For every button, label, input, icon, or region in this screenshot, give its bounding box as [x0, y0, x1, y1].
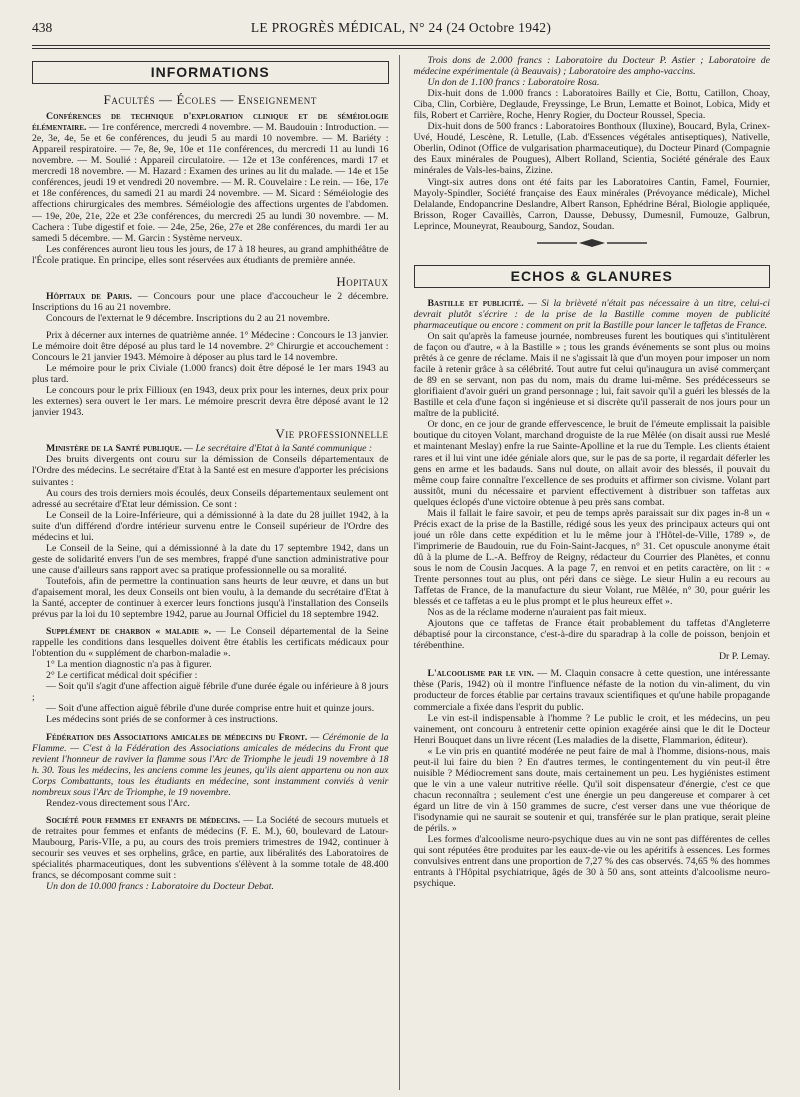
paragraph: Rendez-vous directement sous l'Arc.	[46, 797, 190, 809]
ornament-divider-icon	[414, 238, 771, 251]
paragraph: Mais il fallait le faire savoir, et peu de temps après paraissait sur dix pages in-8 un « Précis exact de la prise de la Bastille, rédigé sous les yeux des principaux acteurs qui ont joué un rôle dans cette expédition et lu le même jour à l'Hôtel-de-Ville, 1789 », de l'imprimerie de Baudouin, rue du Foin-Saint-Jacques, n° 31. Cet opuscule anonyme était dû à la plume de L.-A. Beffroy de Reigny, rédacteur du Courrier des Planètes, et connu sous le nom de Cousin Jacques. A la page 7, en renvoi et en petits caractère, on lit : « Trente personnes tout au plus, ont péri dans ce siège. Le sieur Hulin a eu recours au Taffetas de France, de la manufacture du sieur Volant, rue Mêlée, n° 30, pour guérir les blessés et ce taffetas a eu le plus prompt et le plus heureux effet ».	[413, 507, 770, 608]
paragraph: Conférences de technique d'exploration clinique et de séméiologie élémentaire. — 1re conférence, mercredi 4 novembre. — M. Baudouin : Introduction. — 2e, 3e, 4e, 5e et 6e conférences, du jeudi 5 au mardi 10 novembre. — M. Bariéty : Appareil respiratoire. — 7e, 8e, 9e, 10e et 11e conférences, du mercredi 11 au lundi 16 novembre. — M. Soulié : Appareil circulatoire. — 12e et 13e conférences, mardi 17 et mercredi 18 novembre. — M. Hazard : Examen des urines au lit du malade. — 14e et 15e conférences, jeudi 19 et vendredi 20 novembre. — M. R. Couvelaire : Le rein. — 16e, 17e et 18e conférences, du samedi 21 au mardi 24 novembre. — M. Sicard : Séméiologie des affections chirurgicales des membres. Séméiologie des affections urgentes de l'abdomen. — 19e, 20e, 21e, 22e et 23e conférences, du mercredi 25 au lundi 30 novembre. — M. Cachera : Tube digestif et foie. — 24e, 25e, 26e, 27e et 28e conférences, du mardi 1er au samedi 5 décembre. — M. Garcin : Système nerveux.	[32, 111, 389, 244]
rubric-head: Hôpitaux de Paris.	[46, 290, 132, 302]
rubric-head: L'alcoolisme par le vin.	[427, 668, 534, 680]
section-vie-professionnelle: Vie professionnelle	[275, 426, 389, 442]
rubric-head: Conférences de technique d'exploration clinique et de séméiologie élémentaire.	[32, 111, 389, 134]
page-number: 438	[32, 20, 53, 35]
paragraph: Le Conseil de la Seine, qui a démissionné à la date du 17 septembre 1942, dans un geste de solidarité envers l'un de ses membres, frappé d'une sanction administrative pour une cause d'ailleurs sans rapport avec sa pratique professionnelle ou sa moralité.	[32, 542, 389, 576]
paragraph: Des bruits divergents ont couru sur la démission de Conseils départementaux de l'Ordre des médecins. Le secrétaire d'Etat à la Santé est en mesure d'apporter les précisions suivantes :	[32, 454, 389, 488]
paragraph: Les médecins sont priés de se conformer à ces instructions.	[46, 714, 278, 726]
paragraph: Toutefois, afin de permettre la continuation sans heurts de leur œuvre, et dans un but d'apaisement moral, les deux Conseils ont bien voulu, à la demande du secrétaire d'Etat à la Santé, accepter de continuer à exercer leurs fonctions jusqu'à l'installation des Conseils prévus par la loi du 10 septembre 1942, parue au Journal Officiel du 18 septembre 1942.	[32, 575, 389, 621]
paragraph: Hôpitaux de Paris. — Concours pour une place d'accoucheur le 2 décembre. Inscriptions du 16 au 21 novembre.	[32, 290, 389, 313]
paragraph: Le Conseil de la Loire-Inférieure, qui a démissionné à la date du 28 juillet 1942, à la suite d'un différend d'ordre intérieur survenu entre le Conseil supérieur de l'Ordre des médecins et lui.	[32, 509, 389, 543]
paragraph: Trois dons de 2.000 francs : Laboratoire du Docteur P. Astier ; Laboratoire de médecine expérimentale (à Beauvais) ; Laboratoire des ampho-vaccins.	[413, 55, 770, 78]
paragraph: L'alcoolisme par le vin. — M. Claquin consacre à cette question, une intéressante thèse (Paris, 1942) où il montre l'influence néfaste de la notion du vin-aliment, du vin producteur de forces établie par certains travaux scientifiques et qu'une habile propagande commerciale a fixée dans l'esprit du public.	[413, 668, 770, 713]
echos-heading: ECHOS & GLANURES	[414, 265, 771, 288]
paragraph: — Soit d'une affection aiguë fébrile d'une durée comprise entre huit et quinze jours.	[46, 703, 375, 715]
rubric-head: Bastille et publicité.	[427, 297, 524, 309]
paragraph: Les formes d'alcoolisme neuro-psychique dues au vin ne sont pas différentes de celles qui sont réputées être produites par les eaux-de-vie ou les apéritifs à essences. Les formes convulsives entrent dans une proportion de 7,27 % des cas observés. 74,65 % des hommes entrants à l'Hôpital psychiatrique, âgés de 30 à 50 ans, sont atteints d'alcoolisme neuro-psychique.	[413, 834, 770, 890]
paragraph: Concours de l'externat le 9 décembre. Inscriptions du 2 au 21 novembre.	[46, 312, 330, 324]
paragraph: — Soit qu'il s'agit d'une affection aiguë fébrile d'une durée égale ou inférieure à 8 jours ;	[32, 681, 389, 704]
paragraph: Ministère de la Santé publique. — Le secrétaire d'Etat à la Santé communique :	[46, 443, 373, 455]
section-hopitaux: Hopitaux	[336, 273, 389, 289]
paragraph: Les conférences auront lieu tous les jours, de 17 à 18 heures, au grand amphithéâtre de l'École pratique. En principe, elles sont réservées aux étudiants de première année.	[32, 243, 389, 266]
rubric-head: Ministère de la Santé publique.	[46, 443, 182, 455]
paragraph: Supplément de charbon « maladie ». — Le Conseil départemental de la Seine rappelle les conditions dans lesquelles doivent être établis les certificats médicaux pour l'obtention du « supplément de charbon-maladie ».	[32, 626, 389, 660]
paragraph: « Le vin pris en quantité modérée ne peut faire de mal à l'homme, disions-nous, mais peut-il lui faire du bien ? En d'autres termes, le contingentement du vin peut-il être nuisible ? Médiocrement sans doute, mais certainement un peu. Les hygiénistes estiment que le vin a une valeur nutritive réelle. Qu'il soit dispensateur d'énergie, c'est ce que chacun reconnaîtra ; seulement c'est une énergie un peu dangereuse et comparer à cet égard un litre de vin à 150 grammes de sucre, c'est verser dans une vue théorique de l'isodynamie qui ne saurait se soutenir et qui, transférée sur le plan pratique, serait pleine de périls. »	[413, 745, 770, 835]
section-facultes: Facultés — Écoles — Enseignement	[103, 92, 317, 108]
paragraph: Le vin est-il indispensable à l'homme ? Le public le croit, et les médecins, un peu vainement, ont concouru à entretenir cette opinion exagérée ainsi que le dit le Docteur Henri Bouquet dans un livre récent (Les maladies de la disette, Flammarion, éditeur).	[413, 712, 770, 746]
paragraph: Ajoutons que ce taffetas de France était probablement du taffetas d'Angleterre débaptisé pour la circonstance, c'est-à-dire du sparadrap à la colle de poisson, benjoin et térébenthine.	[413, 618, 770, 652]
paragraph: Dix-huit dons de 500 francs : Laboratoires Bonthoux (Iluxine), Boucard, Byla, Crinex-Uvé, Houdé, Lescène, R. Letulle, (Lab. d'Essences végétales antiseptiques), Nativelle, Oberlin, Odinot (Office de vulgarisation pharmaceutique), du Docteur Pinard (Compagnie des Eaux minérales de Pougues), Albert Rolland, Scientia, Société générale des Eaux minérales de Vals-les-bains, Zizine.	[413, 121, 770, 177]
paragraph: Un don de 10.000 francs : Laboratoire du Docteur Debat.	[46, 881, 274, 893]
paragraph: Vingt-six autres dons ont été faits par les Laboratoires Cantin, Famel, Fournier, Mayoly-Spindler, Société française des Eaux minérales (Prévoyance médicale), Michel Delalande, Endopancrine Deslandre, Albert Ranson, Ephédrine Béral, Biologie appliquée, Brisson, Roger Cavaillès, Carron, Dausse, Debussy, Dumesnil, Fumouze, Galbrun, Leprince, Mouneyrat, Reaubourg, Sandoz, Soudan.	[413, 176, 770, 232]
signature: Dr P. Lemay.	[718, 651, 770, 663]
paragraph: 1° La mention diagnostic n'a pas à figurer.	[46, 659, 212, 671]
rubric-head: Société pour femmes et enfants de médecins.	[46, 814, 241, 826]
paragraph: Prix à décerner aux internes de quatrième année. 1° Médecine : Concours le 13 janvier. Le mémoire doit être déposé au plus tard le 14 novembre. 2° Chirurgie et accouchement : Concours le 21 janvier 1943. Mémoire à déposer au plus tard le 14 novembre.	[32, 329, 389, 364]
paragraph: Or donc, en ce jour de grande effervescence, le bruit de l'émeute emplissait la paisible boutique du citoyen Volant, marchand droguiste de la rue Mêlée (on disait aussi rue Meslé et maintenant Meslay) enfre la rue Sainte-Apolline et la rue du Temple. Les clients étaient rares et il lui vint une idée géniale alors que, sur le pas de sa porte, il regardait déferler les gens en arme et les badauds. Sans nul doute, on allait avoir des blessés, il pouvait du même coup faire connaître l'excellence de ses produits et affirmer son civisme. Volant part aussitôt, muni du nécessaire et parvient effectivement à distribuer son taffetas aux quelques éclopés d'une victoire obtenue à peu près sans combat.	[413, 419, 770, 508]
paragraph: Au cours des trois derniers mois écoulés, deux Conseils départementaux seulement ont adressé au secrétaire d'Etat leur démission. Ce sont :	[32, 487, 389, 510]
paragraph: On sait qu'après la fameuse journée, nombreuses furent les boutiques qui s'intitulèrent de façon ou d'autre, « à la Bastille » ; tous les grands événements se sont plus ou moins prêtés à ce genre de réclame. Mais il ne s'agissait là que d'un moyen pour imposer un nom facile à retenir grâce à sa célébrité. Tout autre fut celui qu'inaugura un avisé commerçant de 89 en se servant, non pas du nom, mais du drame lui-même. Ses prédécesseurs se glorifiaient d'avoir guéri un grand personnage ; lui, fait savoir qu'il a guéri les blessés de la Bastille et cela d'une façon si ingénieuse et si discrète qu'il passerait de nos jours pour un maître de la publicité.	[413, 330, 770, 420]
rubric-head: Fédération des Associations amicales de médecins du Front.	[46, 731, 308, 743]
paragraph: Nos as de la réclame moderne n'auraient pas fait mieux.	[427, 607, 647, 619]
paragraph: Dix-huit dons de 1.000 francs : Laboratoires Bailly et Cie, Bottu, Catillon, Choay, Ciba, Clin, Corbière, Deglaude, Freyssinge, Le Brun, Lematte et Boinot, Lobica, Midy et fils, Robert et Carrière, Roche, Henry Rogier, du Docteur Roussel, Specia.	[413, 88, 770, 122]
right-column	[414, 55, 771, 1090]
paragraph: Bastille et publicité. — Si la brièveté n'était pas nécessaire à un titre, celui-ci devrait plutôt s'écrire : de la prise de la Bastille comme moyen de publicité pharmaceutique ou encore : comment on prit la Bastille pour lancer le taffetas de France.	[413, 297, 770, 331]
journal-title: LE PROGRÈS MÉDICAL, N° 24 (24 Octobre 1942)	[250, 20, 552, 35]
running-header	[32, 20, 770, 42]
paragraph: 2° Le certificat médical doit spécifier :	[46, 670, 198, 682]
header-double-rule	[32, 45, 770, 49]
paragraph: Société pour femmes et enfants de médecins. — La Société de secours mutuels et de retraites pour femmes et enfants de médecins (F. E. M.), 60, boulevard de Latour-Maubourg, Paris-VIIe, a pu, au cours des trois premiers trimestres de 1942, continuer à secourir ses veuves et ses orphelins, grâce, en partie, aux libéralités des Laboratoires de spécialités pharmaceutiques, dont les subventions s'élèvent à la somme totale de 48.400 francs, se décomposant comme suit :	[32, 814, 389, 882]
paragraph: Le concours pour le prix Fillioux (en 1943, deux prix pour les internes, deux prix pour les externes) sera ouvert le 1er mars. Le mémoire prescrit devra être déposé avant le 12 janvier 1943.	[32, 385, 389, 419]
rubric-head: Supplément de charbon « maladie ».	[46, 626, 212, 638]
paragraph: Fédération des Associations amicales de médecins du Front. — Cérémonie de la Flamme. — C'est à la Fédération des Associations amicales de médecins du Front que revient l'honneur de raviver la flamme sous l'Arc de Triomphe le jeudi 19 novembre à 18 h. 30. Tous les médecins, les anciens comme les jeunes, qu'ils aient appartenu ou non aux Corps Combattants, tous les étudiants en médecine, sont instamment conviés à venir nombreux sous l'Arc de Triomphe, le 19 novembre.	[32, 731, 389, 798]
informations-heading: INFORMATIONS	[32, 61, 389, 84]
paragraph: Le mémoire pour le prix Civiale (1.000 francs) doit être déposé le 1er mars 1943 au plus tard.	[32, 363, 389, 386]
paragraph: Un don de 1.100 francs : Laboratoire Rosa.	[427, 77, 600, 89]
left-column	[32, 55, 400, 1090]
